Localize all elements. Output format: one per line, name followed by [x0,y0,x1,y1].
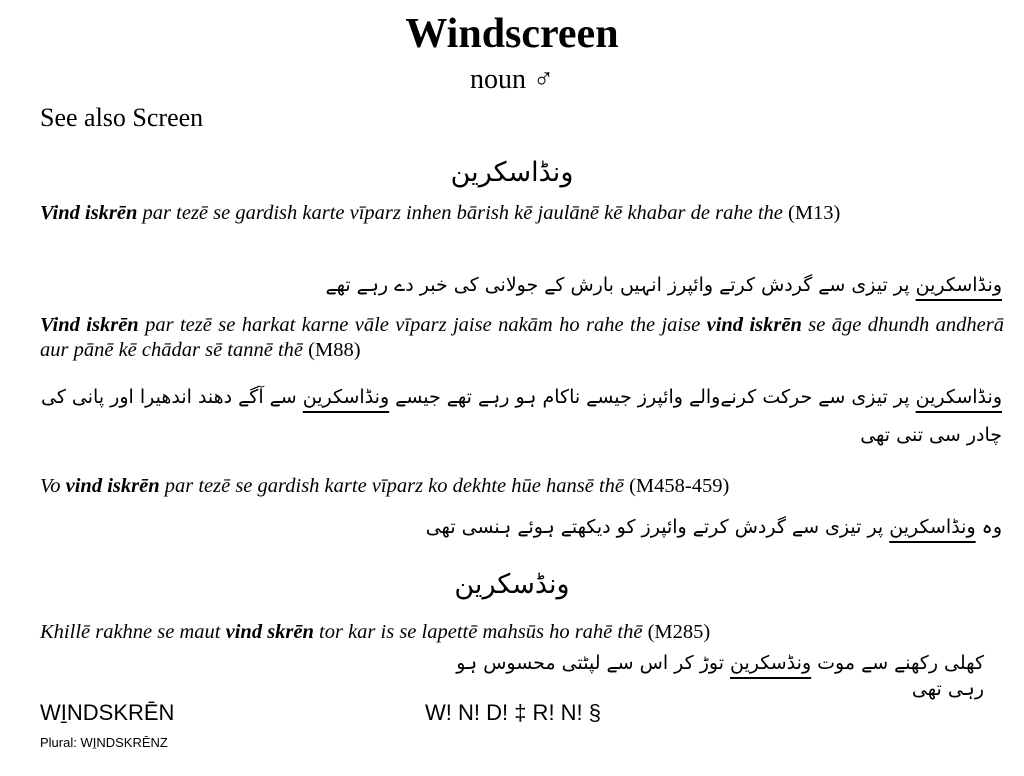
example-2-transliteration: Vind iskrēn par tezē se harkat karne vāle vīparz jaise nakām ho rahe the jaise vind iskrēn se āge dhundh andherā aur pānē kē chādar sē tannē thē (M88) [40,314,1004,361]
plural-form: Plural: WI̱NDSKRĒNZ [40,735,168,750]
example-1-transliteration: Vind iskrēn par tezē se gardish karte vīparz inhen bārish kē jaulānē kē khabar de rahe the (M13) [40,202,841,224]
example-3-transliteration: Vo vind iskrēn par tezē se gardish karte vīparz ko dekhte hūe hansē thē (M458-459) [40,475,730,497]
example-4-urdu: کھلی رکھنے سے موت ونڈسکرین توڑ کر اس سے لپٹتی محسوس ہو رہی تھی [456,652,984,700]
see-also-note: See also Screen [40,103,204,132]
part-of-speech: noun ♂ [470,64,554,95]
sense-1-urdu-headword: ونڈاسکرین [450,157,574,188]
pronunciation-key: WI̱NDSKRĒN [40,700,175,725]
example-1-urdu: ونڈاسکرین پر تیزی سے گردش کرتے وائپرز انہیں بارش کے جولانی کی خبر دے رہے تھے [325,274,1002,296]
example-3-urdu: وہ ونڈاسکرین پر تیزی سے گردش کرتے وائپرز کو دیکھتے ہوئے ہنسی تھی [425,516,1002,538]
entry-title: Windscreen [405,11,619,57]
example-4-transliteration: Khillē rakhne se maut vind skrēn tor kar is se lapettē mahsūs ho rahē thē (M285) [40,621,711,643]
example-2-urdu: ونڈاسکرین پر تیزی سے حرکت کرنےوالے وائپرز جیسے ناکام ہو رہے تھے جیسے ونڈاسکرین سے آگے دھند اندھیرا اور پانی کی چادر سی تنی تھی [41,386,1002,446]
sense-2-urdu-headword: ونڈسکرین [454,569,570,600]
phonetic-code: W! N! D! ‡ R! N! § [425,700,602,725]
